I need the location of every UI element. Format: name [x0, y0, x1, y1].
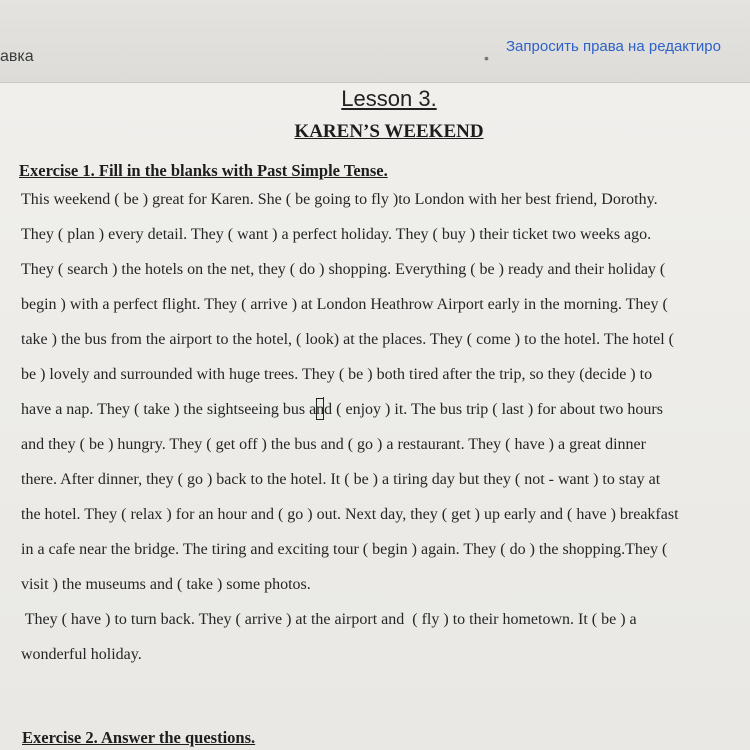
text-cursor-icon — [316, 398, 324, 420]
text-line: They ( plan ) every detail. They ( want ) a perfect holiday. They ( buy ) their ticket two weeks ago. — [21, 226, 652, 243]
request-edit-access-link[interactable]: Запросить права на редактиро — [506, 38, 721, 55]
text-line: in a cafe near the bridge. The tiring and exciting tour ( begin ) again. They ( do ) the shopping.They ( — [21, 541, 668, 558]
text-line: visit ) the museums and ( take ) some photos. — [21, 576, 311, 593]
text-line: be ) lovely and surrounded with huge trees. They ( be ) both tired after the trip, so they (decide ) to — [21, 366, 653, 383]
story-title: KAREN’S WEEKEND — [294, 121, 484, 142]
document-toolbar — [0, 0, 750, 83]
text-line: begin ) with a perfect flight. They ( arrive ) at London Heathrow Airport early in the morning. They ( — [21, 296, 668, 313]
text-line: have a nap. They ( take ) the sightseeing bus and ( enjoy ) it. The bus trip ( last ) for about two hours — [21, 401, 663, 418]
text-line: wonderful holiday. — [21, 646, 142, 663]
lesson-title: Lesson 3. — [341, 86, 437, 111]
menu-item-insert[interactable]: авка — [0, 48, 34, 65]
text-line: This weekend ( be ) great for Karen. She ( be going to fly )to London with her best friend, Dorothy. — [21, 191, 658, 208]
separator-dot-icon: • — [484, 50, 489, 66]
text-line: take ) the bus from the airport to the hotel, ( look) at the places. They ( come ) to the hotel. The hotel ( — [21, 331, 674, 348]
exercise-2-heading: Exercise 2. Answer the questions. — [22, 728, 256, 747]
text-line: the hotel. They ( relax ) for an hour and ( go ) out. Next day, they ( get ) up early and ( have ) breakfast — [21, 506, 679, 523]
text-line: and they ( be ) hungry. They ( get off ) the bus and ( go ) a restaurant. They ( have ) a great dinner — [21, 436, 646, 453]
text-line: They ( have ) to turn back. They ( arrive ) at the airport and ( fly ) to their hometown. It ( be ) a — [21, 611, 637, 628]
text-line: They ( search ) the hotels on the net, they ( do ) shopping. Everything ( be ) ready and their holiday ( — [21, 261, 666, 278]
text-line: there. After dinner, they ( go ) back to the hotel. It ( be ) a tiring day but they ( not - want ) to stay at — [21, 471, 661, 488]
exercise-1-heading: Exercise 1. Fill in the blanks with Past Simple Tense. — [19, 161, 388, 180]
